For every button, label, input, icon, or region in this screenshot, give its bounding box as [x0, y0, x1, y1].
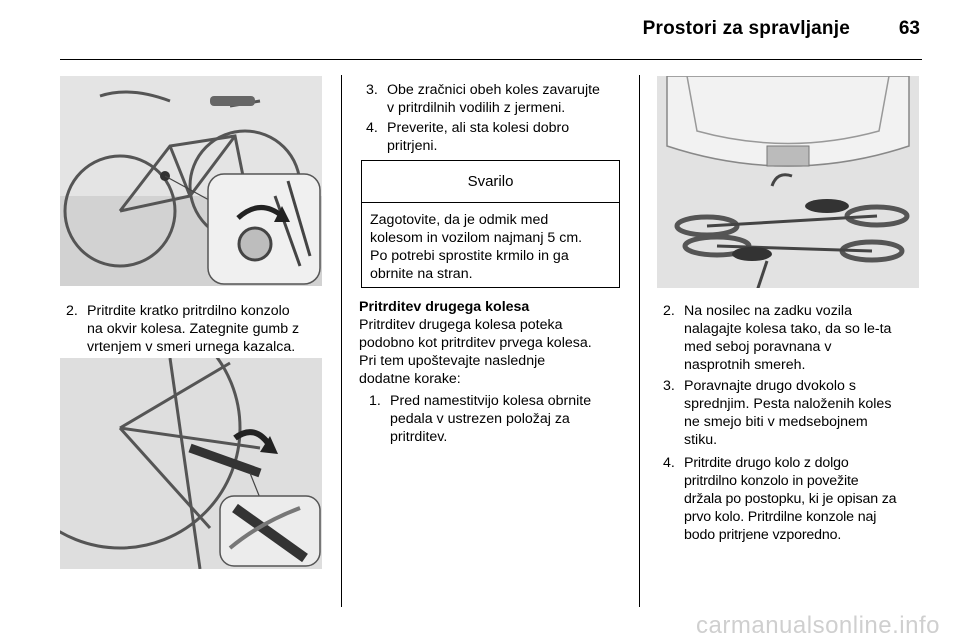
header-divider	[60, 59, 922, 60]
step-line: nasprotnih smereh.	[684, 357, 806, 373]
paragraph-line: podobno kot pritrditev prvega kolesa.	[359, 335, 592, 351]
step-number: 3.	[366, 82, 378, 98]
section-heading: Pritrditev drugega kolesa	[359, 299, 530, 315]
step-number: 4.	[366, 120, 378, 136]
step-number: 2.	[663, 303, 675, 319]
step-line: pedala v ustrezen položaj za	[390, 411, 570, 427]
step-line: sprednjim. Pesta naloženih koles	[684, 396, 892, 412]
step-line: stiku.	[684, 432, 718, 448]
warning-line: obrnite na stran.	[370, 266, 473, 282]
step-line: Poravnajte drugo dvokolo s	[684, 378, 856, 394]
step-line: držala po postopku, ki je opisan za	[684, 491, 897, 507]
page-number: 63	[898, 18, 920, 39]
step-text	[387, 81, 600, 117]
step-line: Obe zračnici obeh koles zavarujte	[387, 82, 600, 98]
warning-title: Svarilo	[362, 161, 619, 203]
step-line: pritrjeni.	[387, 138, 438, 154]
step-line: pritrdilno konzolo in povežite	[684, 473, 859, 489]
step-number: 2.	[66, 303, 78, 319]
warning-line: kolesom in vozilom najmanj 5 cm.	[370, 230, 583, 246]
warning-box	[361, 160, 620, 288]
paragraph-line: Pritrditev drugega kolesa poteka	[359, 317, 563, 333]
step-text	[390, 392, 591, 446]
paragraph-line: Pri tem upoštevajte naslednje	[359, 353, 546, 369]
paragraph-line: dodatne korake:	[359, 371, 461, 387]
step-text	[684, 302, 891, 374]
watermark: carmanualsonline.info	[696, 612, 940, 639]
step-text	[387, 119, 569, 155]
warning-line: Zagotovite, da je odmik med	[370, 212, 549, 228]
step-line: ne smejo biti v medsebojnem	[684, 414, 868, 430]
step-number: 3.	[663, 378, 675, 394]
step-line: na okvir kolesa. Zategnite gumb z	[87, 321, 300, 337]
step-line: Preverite, ali sta kolesi dobro	[387, 120, 570, 136]
illustration-car-two-bikes	[657, 76, 919, 288]
step-line: Pritrdite kratko pritrdilno konzolo	[87, 303, 290, 319]
step-line: prvo kolo. Pritrdilne konzole naj	[684, 509, 877, 525]
page-title: Prostori za spravljanje	[642, 18, 850, 39]
step-line: med seboj poravnana v	[684, 339, 832, 355]
illustration-wheel-strap	[60, 358, 322, 569]
column-divider-right	[639, 75, 640, 607]
step-line: vrtenjem v smeri urnega kazalca.	[87, 339, 296, 355]
step-text	[684, 377, 891, 449]
section-paragraph	[359, 316, 634, 388]
step-line: pritrditev.	[390, 429, 448, 445]
step-line: nalagajte kolesa tako, da so le-ta	[684, 321, 892, 337]
step-number: 4.	[663, 455, 675, 471]
step-line: Pritrdite drugo kolo z dolgo	[684, 455, 849, 471]
step-text	[684, 454, 896, 544]
warning-text	[370, 211, 620, 283]
step-line: Na nosilec na zadku vozila	[684, 303, 852, 319]
step-text	[87, 302, 299, 356]
column-divider-left	[341, 75, 342, 607]
warning-line: Po potrebi sprostite krmilo in ga	[370, 248, 569, 264]
step-number: 1.	[369, 393, 381, 409]
step-line: bodo pritrjene vzporedno.	[684, 527, 842, 543]
step-line: v pritrdilnih vodilih z jermeni.	[387, 100, 566, 116]
step-line: Pred namestitvijo kolesa obrnite	[390, 393, 592, 409]
illustration-bike-mounted-knob	[60, 76, 322, 286]
